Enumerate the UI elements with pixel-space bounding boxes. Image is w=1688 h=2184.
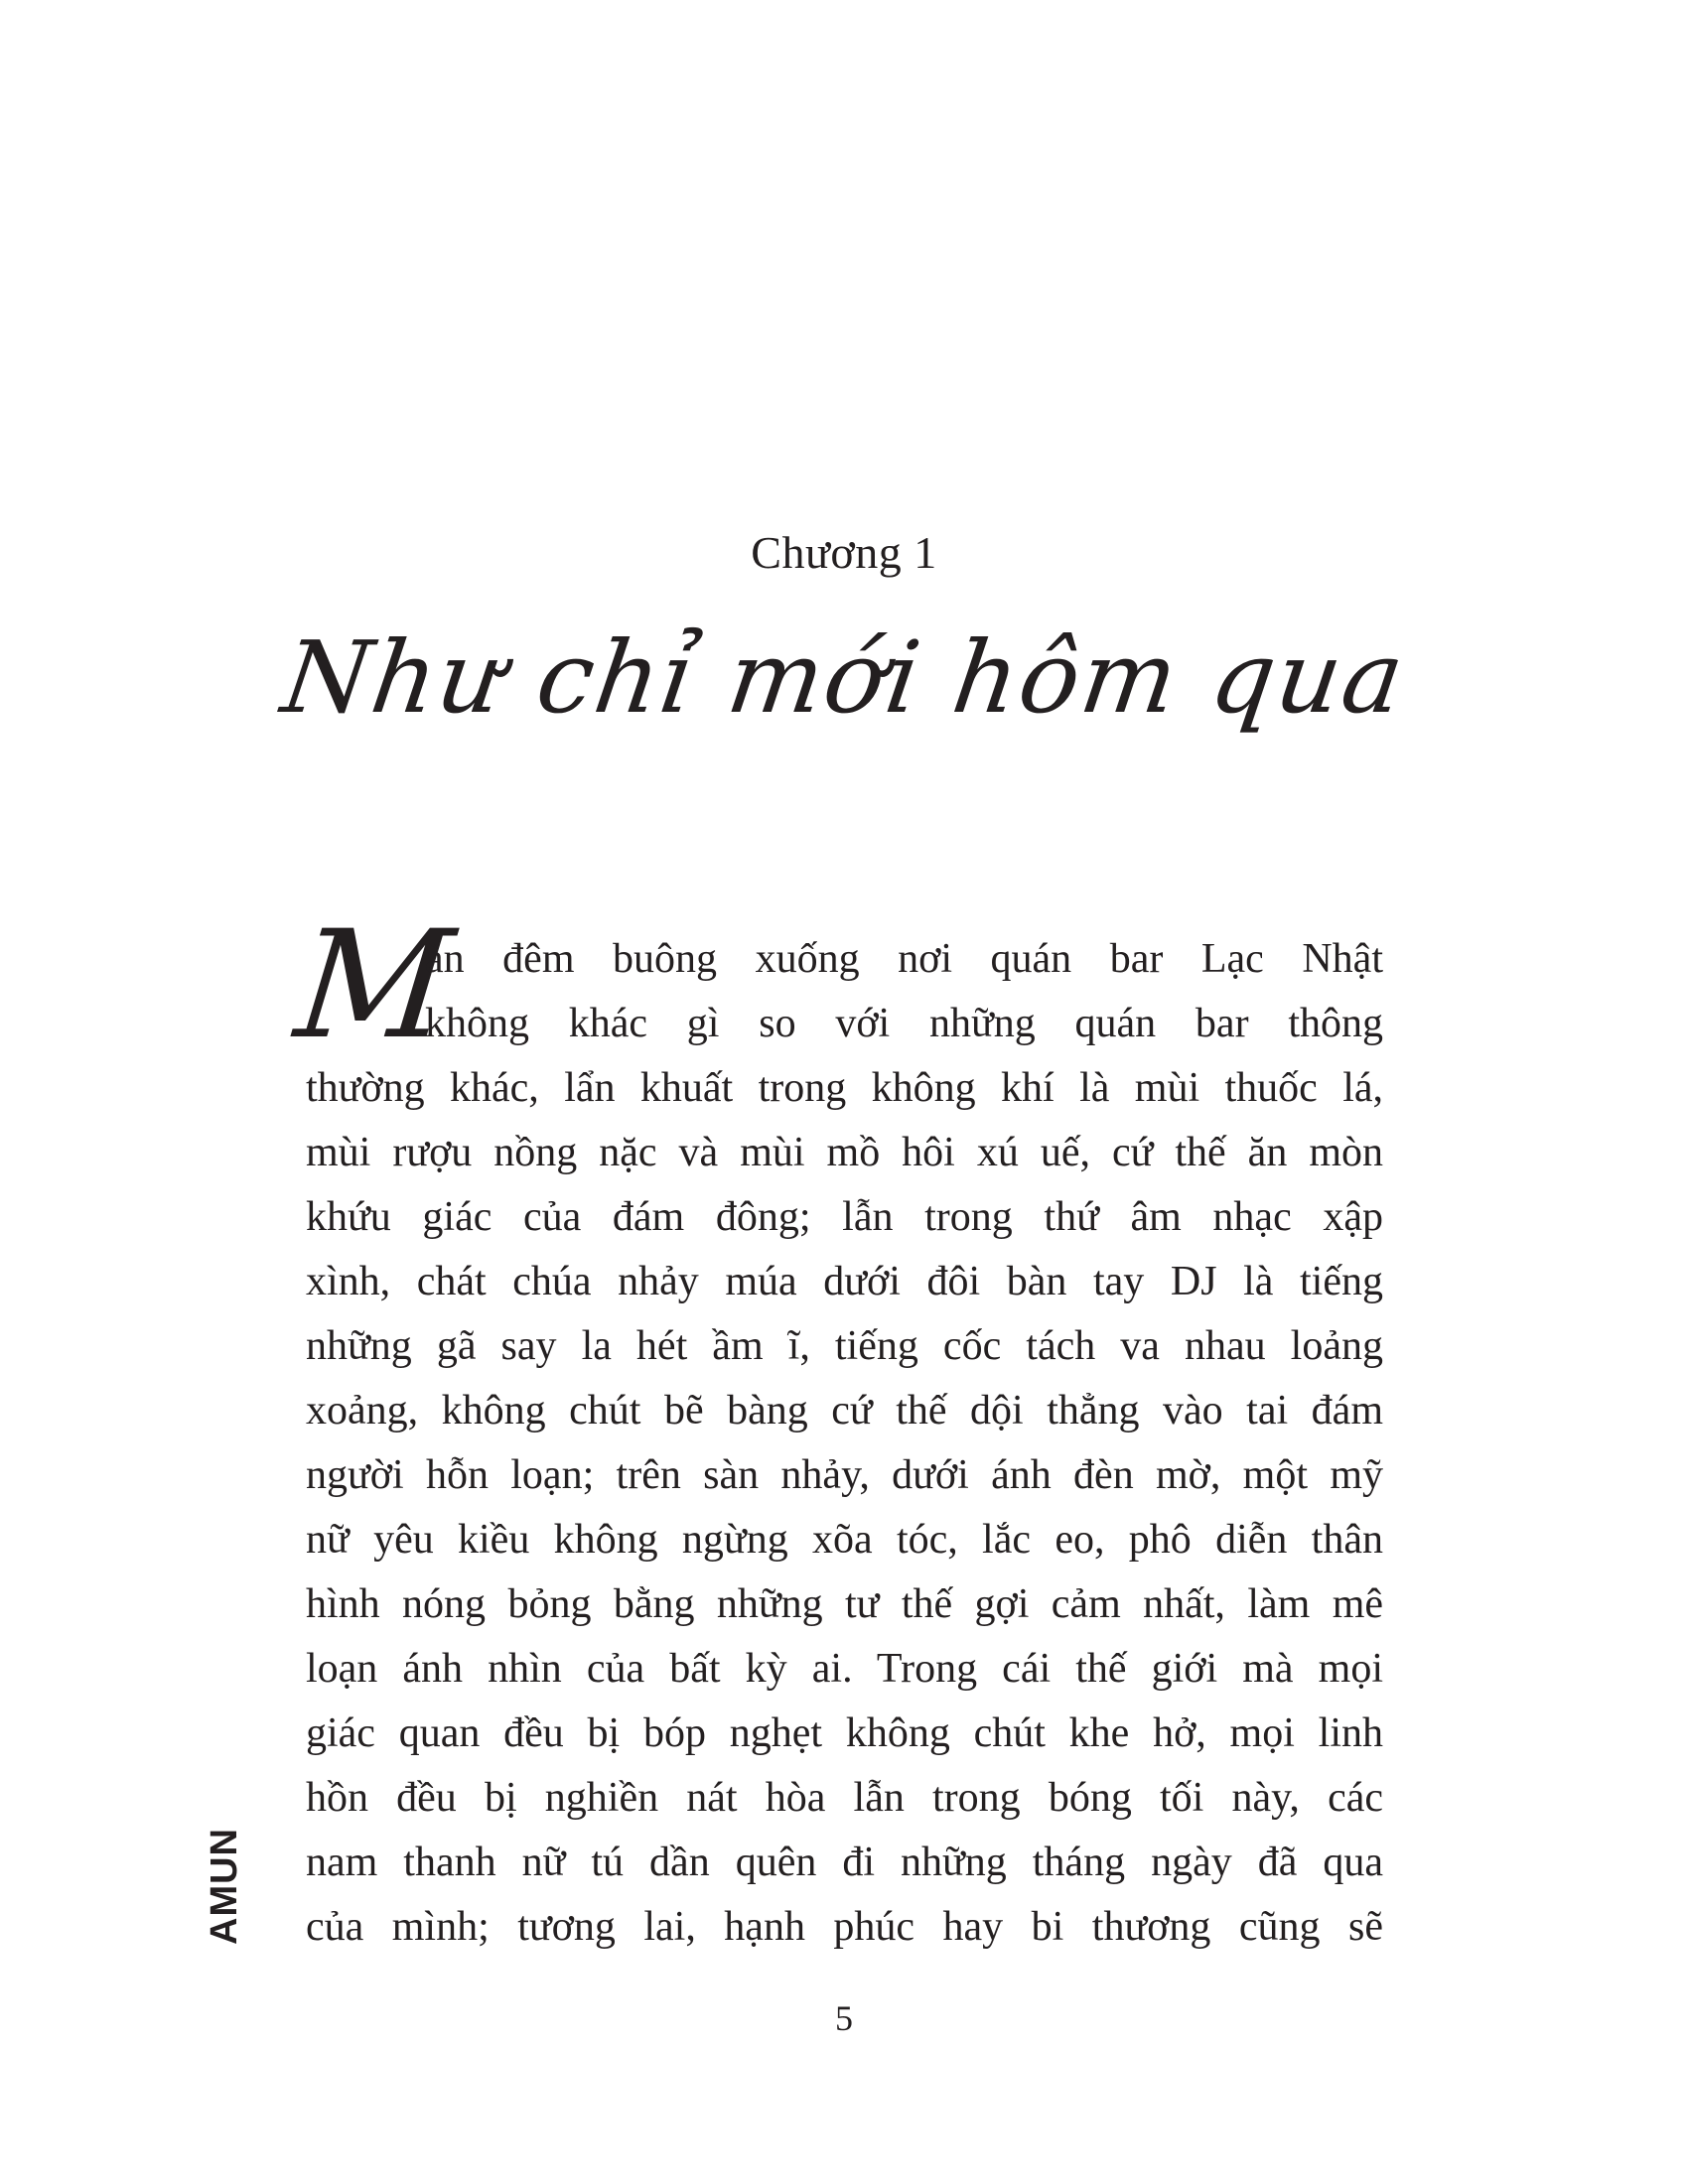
body-line: loạn ánh nhìn của bất kỳ ai. Trong cái thế giới mà mọi	[306, 1646, 1383, 1692]
body-line: không khác gì so với những quán bar thông	[425, 1001, 1383, 1046]
body-line: thường khác, lẩn khuất trong không khí là mùi thuốc lá,	[306, 1065, 1383, 1111]
body-line: hình nóng bỏng bằng những tư thế gợi cảm nhất, làm mê	[306, 1581, 1383, 1627]
body-line: khứu giác của đám đông; lẫn trong thứ âm nhạc xập	[306, 1194, 1383, 1240]
publisher-logo-icon	[195, 1817, 254, 1956]
body-line: hồn đều bị nghiền nát hòa lẫn trong bóng tối này, các	[306, 1775, 1383, 1821]
body-line: người hỗn loạn; trên sàn nhảy, dưới ánh đèn mờ, một mỹ	[306, 1452, 1383, 1498]
body-line: những gã say la hét ầm ĩ, tiếng cốc tách va nhau loảng	[306, 1323, 1383, 1369]
body-line: àn đêm buông xuống nơi quán bar Lạc Nhật	[425, 936, 1383, 982]
body-line: xoảng, không chút bẽ bàng cứ thế dội thẳng vào tai đám	[306, 1388, 1383, 1433]
page-number: 5	[835, 1998, 853, 2038]
body-line: nam thanh nữ tú dần quên đi những tháng ngày đã qua	[306, 1840, 1383, 1885]
body-line: nữ yêu kiều không ngừng xõa tóc, lắc eo, phô diễn thân	[306, 1517, 1383, 1563]
body-line: xình, chát chúa nhảy múa dưới đôi bàn tay DJ là tiếng	[306, 1259, 1383, 1304]
drop-cap: M	[288, 899, 460, 1072]
body-line: mùi rượu nồng nặc và mùi mồ hôi xú uế, cứ thế ăn mòn	[306, 1130, 1383, 1175]
chapter-title: Như chỉ mới hôm qua	[275, 619, 1413, 736]
body-line: của mình; tương lai, hạnh phúc hay bi thương cũng sẽ	[306, 1904, 1383, 1950]
body-paragraph	[306, 927, 1383, 1960]
chapter-label: Chương 1	[751, 527, 937, 578]
body-line: giác quan đều bị bóp nghẹt không chút khe hở, mọi linh	[306, 1710, 1383, 1756]
svg-text:AMUN: AMUN	[204, 1828, 245, 1945]
